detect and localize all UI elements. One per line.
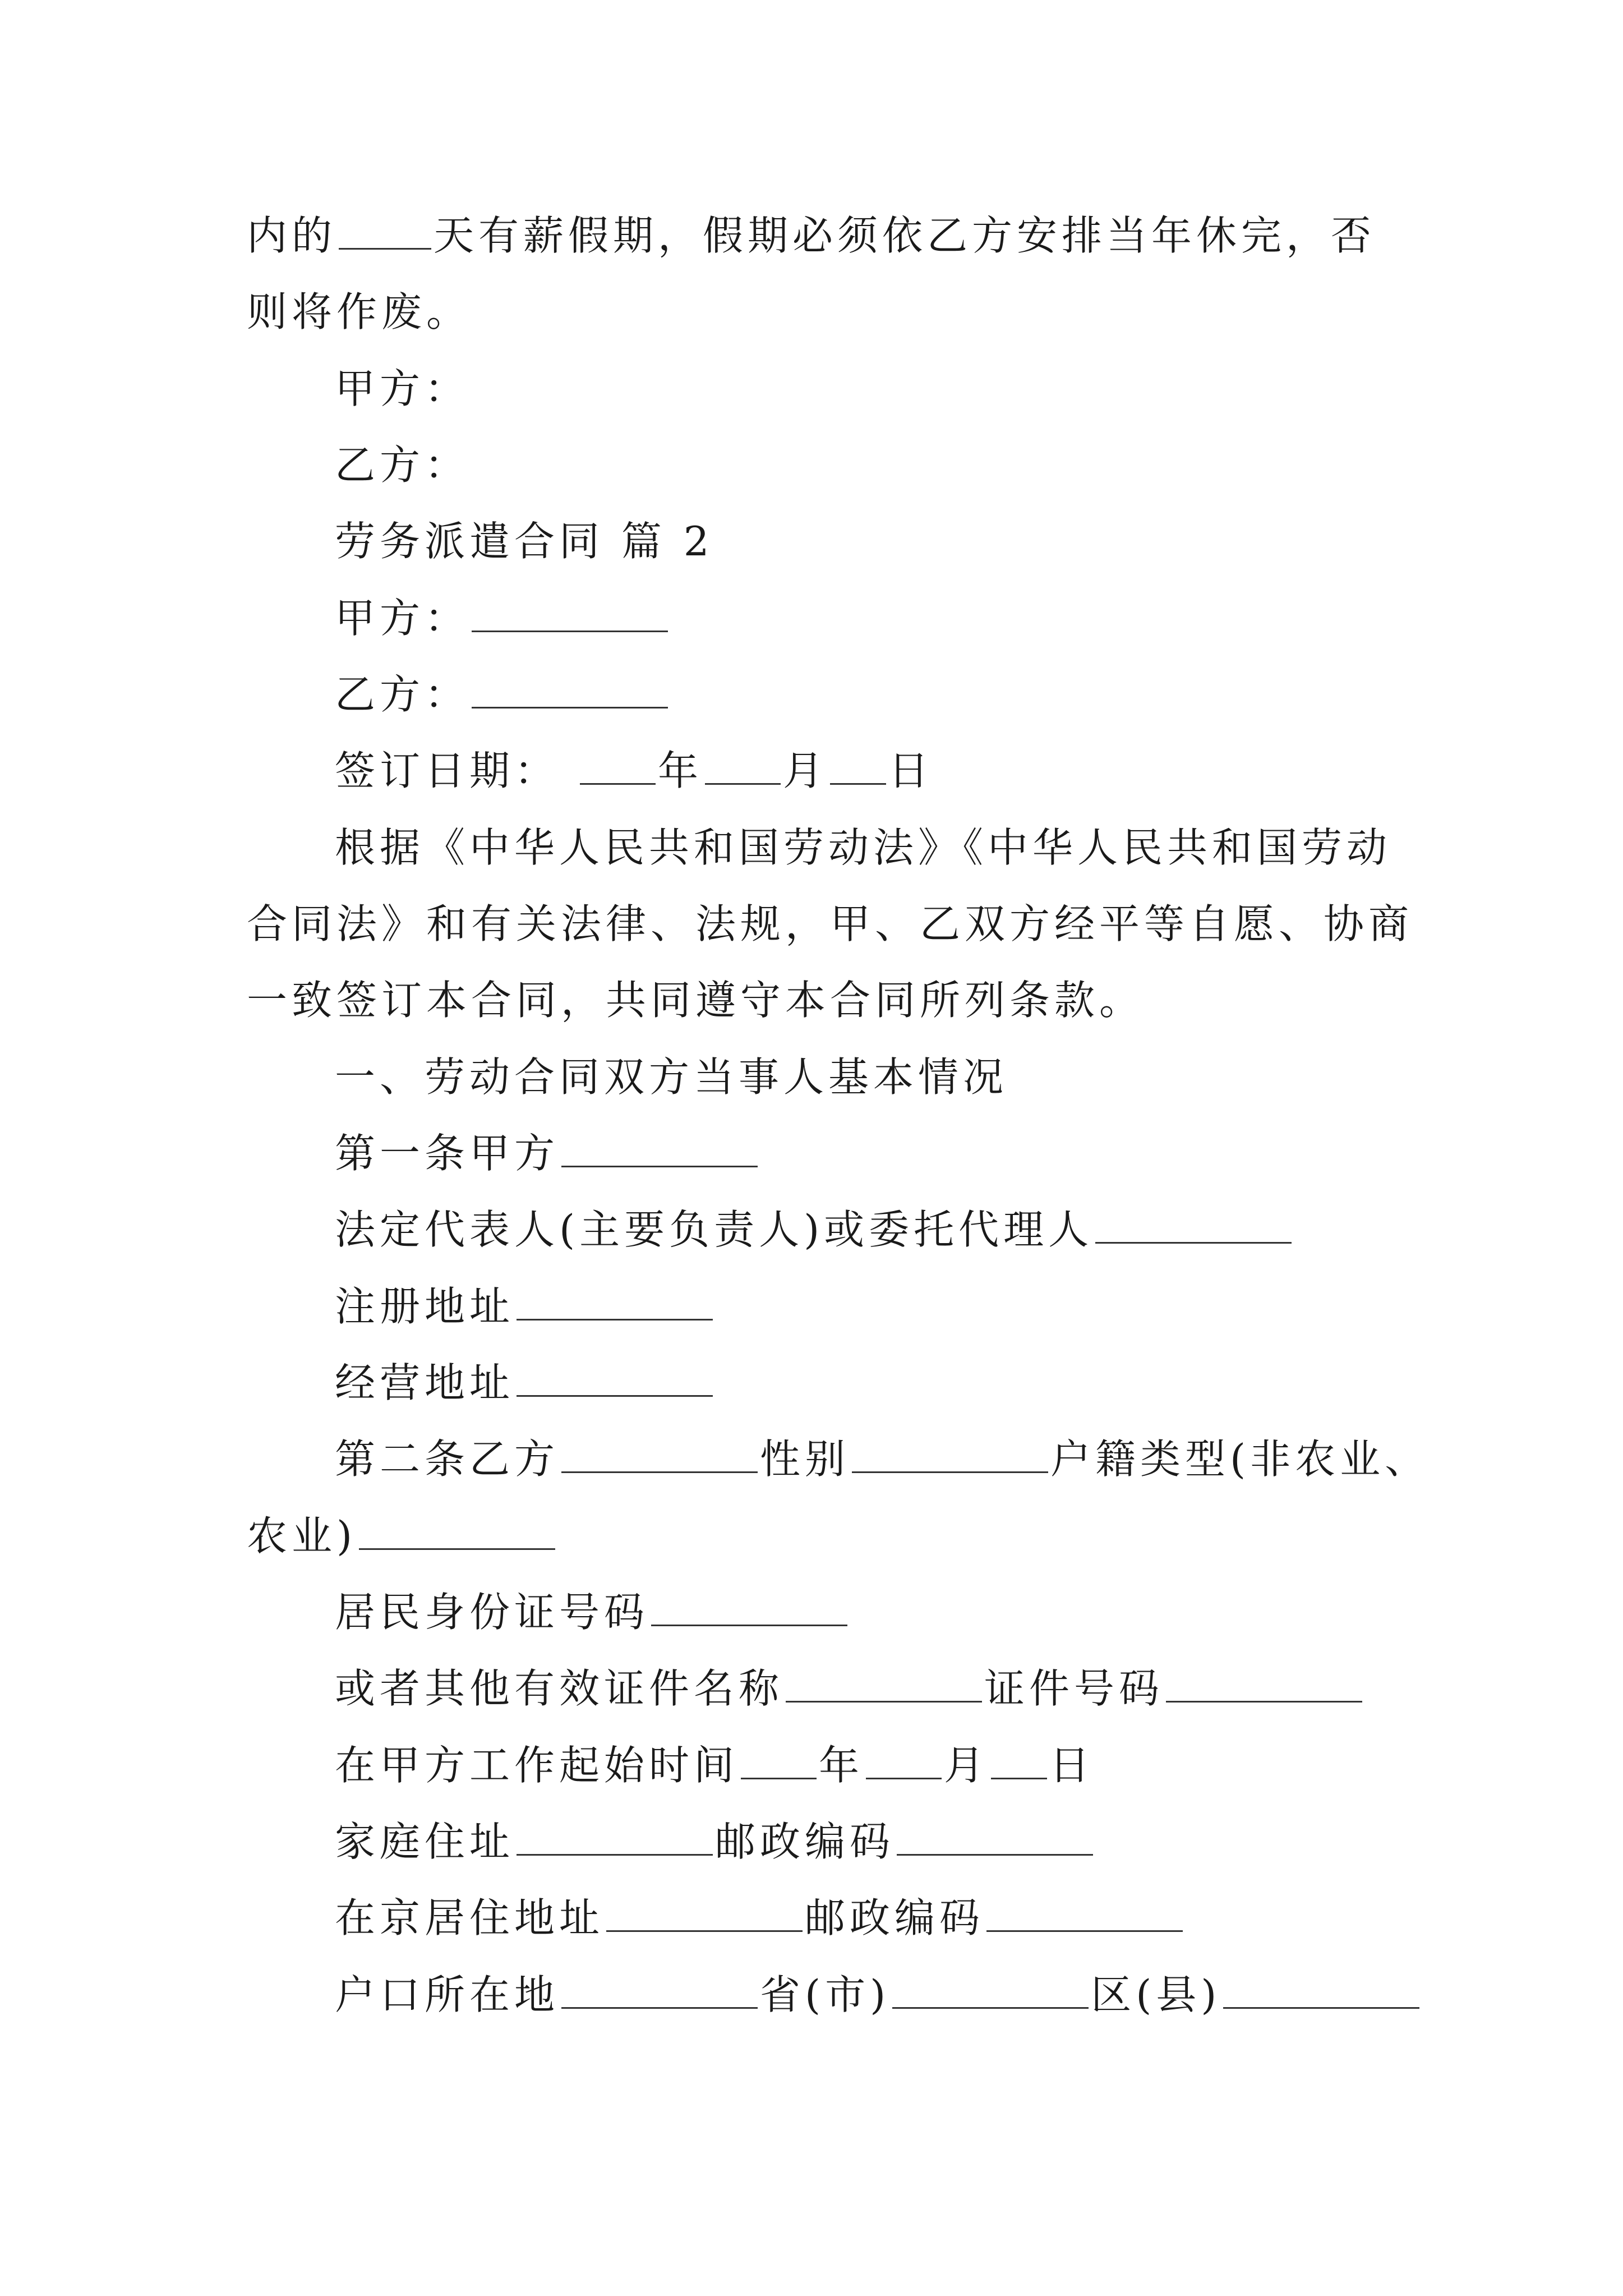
blank-underline (741, 1744, 817, 1779)
blank-underline (580, 749, 656, 785)
basis-line-3 (247, 975, 1144, 1025)
blank-underline (606, 1897, 803, 1932)
blank-underline (472, 673, 668, 708)
label: 月 (944, 1742, 989, 1789)
label: 年 (819, 1742, 864, 1789)
id-number-line (335, 1587, 850, 1637)
blank-underline (561, 1973, 758, 2009)
label: 省(市) (760, 1971, 891, 2018)
legal-rep-line (335, 1204, 1294, 1255)
blank-underline (651, 1591, 847, 1626)
blank-underline (517, 1820, 713, 1856)
party-a-signature (335, 364, 469, 414)
title-text: 劳务派遣合同 篇 2 (335, 518, 714, 565)
label: 乙方： (335, 671, 470, 718)
label: 月 (783, 747, 828, 794)
text-span: 根据《中华人民共和国劳动法》《中华人民共和国劳动 (335, 824, 1392, 871)
blank-underline (359, 1515, 555, 1550)
blank-underline (561, 1438, 758, 1473)
sign-date-line (335, 746, 933, 796)
blank-underline (705, 749, 781, 785)
article-2-line (335, 1434, 1430, 1484)
paragraph-line-1 (247, 210, 1376, 261)
blank-underline (852, 1438, 1048, 1473)
label: 或者其他有效证件名称 (335, 1665, 784, 1712)
home-addr-line (335, 1816, 1095, 1867)
label: 邮政编码 (715, 1818, 895, 1865)
text-span: 天有薪假期，假期必须依乙方安排当年休完，否 (434, 212, 1376, 259)
biz-addr-line (335, 1358, 715, 1408)
label: 在京居住地址 (335, 1894, 605, 1941)
label: 区(县) (1091, 1971, 1221, 2018)
label: 法定代表人(主要负责人)或委托代理人 (335, 1206, 1094, 1253)
text-span: 则将作废。 (247, 288, 472, 335)
party-b-line (335, 669, 670, 720)
label: 第二条乙方 (335, 1435, 560, 1483)
label: 经营地址 (335, 1359, 515, 1406)
blank-underline (866, 1744, 942, 1779)
basis-line-1 (335, 822, 1391, 873)
label: 家庭住址 (335, 1818, 515, 1865)
label: 甲方： (335, 365, 470, 412)
label: 年 (658, 747, 703, 794)
label: 居民身份证号码 (335, 1589, 649, 1636)
section-heading (335, 1052, 1008, 1102)
other-doc-line (335, 1663, 1364, 1714)
label: 第一条甲方 (335, 1130, 560, 1177)
article-1-line (335, 1128, 760, 1179)
party-a-line (335, 593, 670, 643)
blank-underline (517, 1361, 713, 1397)
blank-underline (561, 1132, 758, 1167)
blank-underline (786, 1667, 982, 1703)
label: 签订日期： (335, 747, 560, 794)
party-b-signature (335, 440, 469, 490)
text-span: 一致签订本合同，共同遵守本合同所列条款。 (247, 977, 1145, 1024)
label: 日 (1049, 1742, 1095, 1789)
label: 注册地址 (335, 1283, 515, 1330)
label: 甲方： (335, 595, 470, 642)
blank-underline (897, 1820, 1093, 1856)
blank-underline (986, 1897, 1183, 1932)
label: 农业) (247, 1512, 357, 1559)
spacer (561, 751, 575, 785)
blank-underline (472, 597, 668, 632)
label: 户口所在地 (335, 1971, 560, 2018)
beijing-addr-line (335, 1893, 1185, 1943)
label: 证件号码 (984, 1665, 1164, 1712)
label: 在甲方工作起始时间 (335, 1742, 739, 1789)
blank-underline (339, 214, 431, 250)
label: 户籍类型(非农业、 (1050, 1435, 1430, 1483)
reg-addr-line (335, 1281, 715, 1332)
contract-title (335, 516, 714, 567)
blank-underline (1223, 1973, 1419, 2009)
text-span: 合同法》和有关法律、法规，甲、乙双方经平等自愿、协商 (247, 900, 1414, 947)
blank-underline (830, 749, 886, 785)
agri-line (247, 1511, 557, 1561)
basis-line-2 (247, 899, 1413, 949)
label: 乙方： (335, 441, 470, 489)
hukou-line (335, 1970, 1422, 2020)
blank-underline (1166, 1667, 1362, 1703)
blank-underline (1095, 1208, 1292, 1244)
heading-text: 一、劳动合同双方当事人基本情况 (335, 1053, 1008, 1101)
text-span: 内的 (247, 212, 337, 259)
label: 日 (888, 747, 934, 794)
blank-underline (517, 1285, 713, 1320)
paragraph-line-2 (247, 287, 471, 337)
blank-underline (892, 1973, 1089, 2009)
label: 邮政编码 (805, 1894, 985, 1941)
blank-underline (991, 1744, 1047, 1779)
label: 性别 (760, 1435, 850, 1483)
start-time-line (335, 1740, 1094, 1791)
